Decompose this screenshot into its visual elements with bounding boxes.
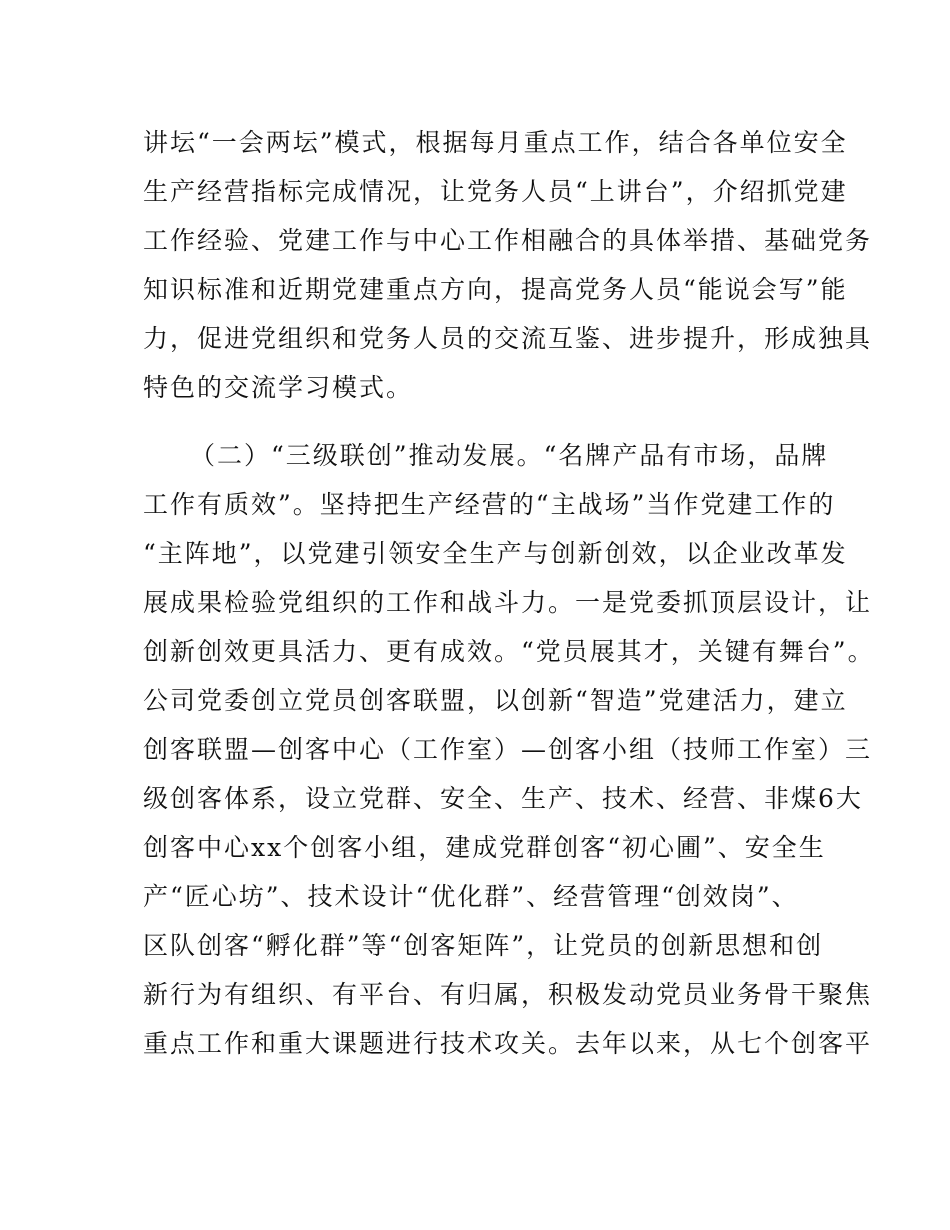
text-line: 工作有质效”。坚持把生产经营的“主战场”当作党建工作的: [143, 490, 836, 519]
text-line: 创新创效更具活力、更有成效。“党员展其才，关键有舞台”。: [143, 637, 875, 666]
text-line: 级创客体系，设立党群、安全、生产、技术、经营、非煤6大: [143, 784, 863, 813]
text-line: 生产经营指标完成情况，让党务人员“上讲台”，介绍抓党建: [143, 177, 848, 206]
text-line: 重点工作和重大课题进行技术攻关。去年以来，从七个创客平: [143, 1029, 873, 1058]
text-line: 区队创客“孵化群”等“创客矩阵”，让党员的创新思想和创: [143, 931, 824, 960]
text-line: “主阵地”，以党建引领安全生产与创新创效，以企业改革发: [143, 539, 848, 568]
text-line: 讲坛“一会两坛”模式，根据每月重点工作，结合各单位安全: [143, 128, 848, 157]
text-line: 创客联盟—创客中心（工作室）—创客小组（技师工作室）三: [143, 735, 873, 764]
text-line: 力，促进党组织和党务人员的交流互鉴、进步提升，形成独具: [143, 324, 873, 353]
text-line: 展成果检验党组织的工作和战斗力。一是党委抓顶层设计，让: [143, 588, 873, 617]
text-line: 新行为有组织、有平台、有归属，积极发动党员业务骨干聚焦: [143, 980, 873, 1009]
text-line: 工作经验、党建工作与中心工作相融合的具体举措、基础党务: [143, 226, 873, 255]
text-line: 创客中心xx个创客小组，建成党群创客“初心圃”、安全生: [143, 833, 826, 862]
text-line: （二）“三级联创”推动发展。“名牌产品有市场，品牌: [190, 441, 829, 470]
text-line: 产“匠心坊”、技术设计“优化群”、经营管理“创效岗”、: [143, 882, 799, 911]
text-line: 公司党委创立党员创客联盟，以创新“智造”党建活力，建立: [143, 686, 848, 715]
text-line: 特色的交流学习模式。: [143, 373, 414, 402]
text-line: 知识标准和近期党建重点方向，提高党务人员“能说会写”能: [143, 275, 848, 304]
